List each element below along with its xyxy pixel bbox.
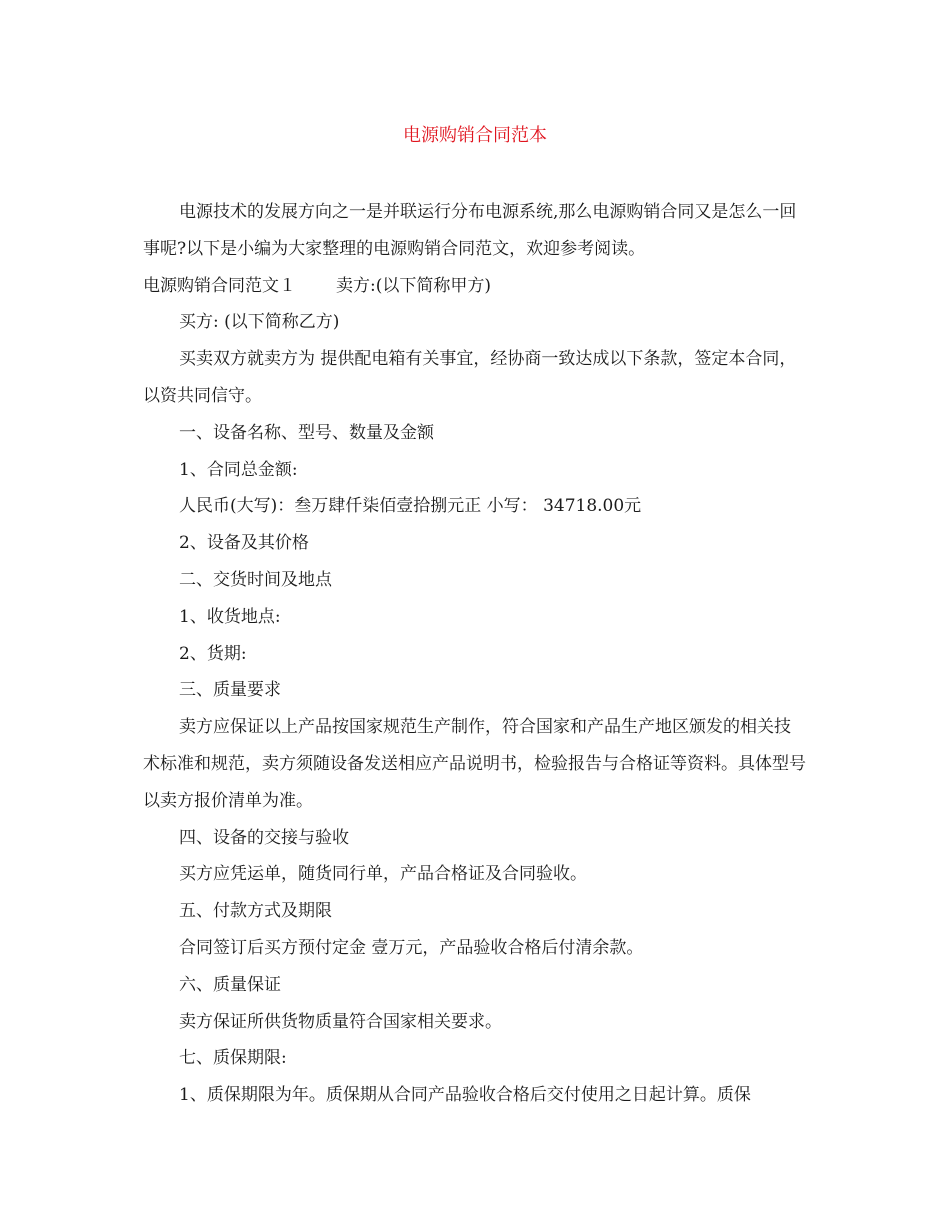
contract-heading-line — [143, 268, 807, 305]
document-title: 电源购销合同范本 — [403, 125, 547, 146]
total-amount-label: 1、合同总金额: — [179, 459, 298, 480]
amount-line: 人民币(大写)：叁万肆仟柒佰壹拾捌元正 小写： 34718.00元 — [179, 496, 642, 517]
delivery-period-label: 2、货期: — [179, 643, 247, 664]
document-body — [143, 194, 807, 1114]
seller-label: 卖方:(以下简称甲方) — [336, 275, 491, 296]
warranty-paragraph: 1、质保期限为年。质保期从合同产品验收合格后交付使用之日起计算。质保 — [179, 1085, 751, 1106]
section-2-heading: 二、交货时间及地点 — [179, 569, 332, 590]
payment-paragraph: 合同签订后买方预付定金 壹万元，产品验收合格后付清余款。 — [179, 937, 644, 958]
acceptance-paragraph: 买方应凭运单，随货同行单，产品合格证及合同验收。 — [179, 864, 587, 885]
contract-sample-label: 电源购销合同范文１ — [143, 275, 296, 296]
section-7-heading: 七、质保期限: — [179, 1048, 287, 1069]
section-5-heading: 五、付款方式及期限 — [179, 901, 332, 922]
section-4-heading: 四、设备的交接与验收 — [179, 827, 349, 848]
quality-paragraph: 卖方应保证以上产品按国家规范生产制作，符合国家和产品生产地区颁发的相关技术标准和规范，卖方须随设备发送相应产品说明书，检验报告与合格证等资料。具体型号以卖方报价清单为准。 — [143, 717, 806, 811]
section-1-heading: 一、设备名称、型号、数量及金额 — [179, 422, 434, 443]
buyer-label: 买方: (以下简称乙方) — [179, 312, 340, 333]
equipment-price-label: 2、设备及其价格 — [179, 533, 309, 554]
section-6-heading: 六、质量保证 — [179, 974, 281, 995]
delivery-place-label: 1、收货地点: — [179, 606, 281, 627]
intro-paragraph: 电源技术的发展方向之一是并联运行分布电源系统,那么电源购销合同又是怎么一回事呢?以下是小编为大家整理的电源购销合同范文，欢迎参考阅读。 — [143, 202, 797, 259]
section-3-heading: 三、质量要求 — [179, 680, 281, 701]
guarantee-paragraph: 卖方保证所供货物质量符合国家相关要求。 — [179, 1011, 502, 1032]
agreement-paragraph: 买卖双方就卖方为 提供配电箱有关事宜，经协商一致达成以下条款，签定本合同，以资共同信守。 — [143, 349, 797, 406]
